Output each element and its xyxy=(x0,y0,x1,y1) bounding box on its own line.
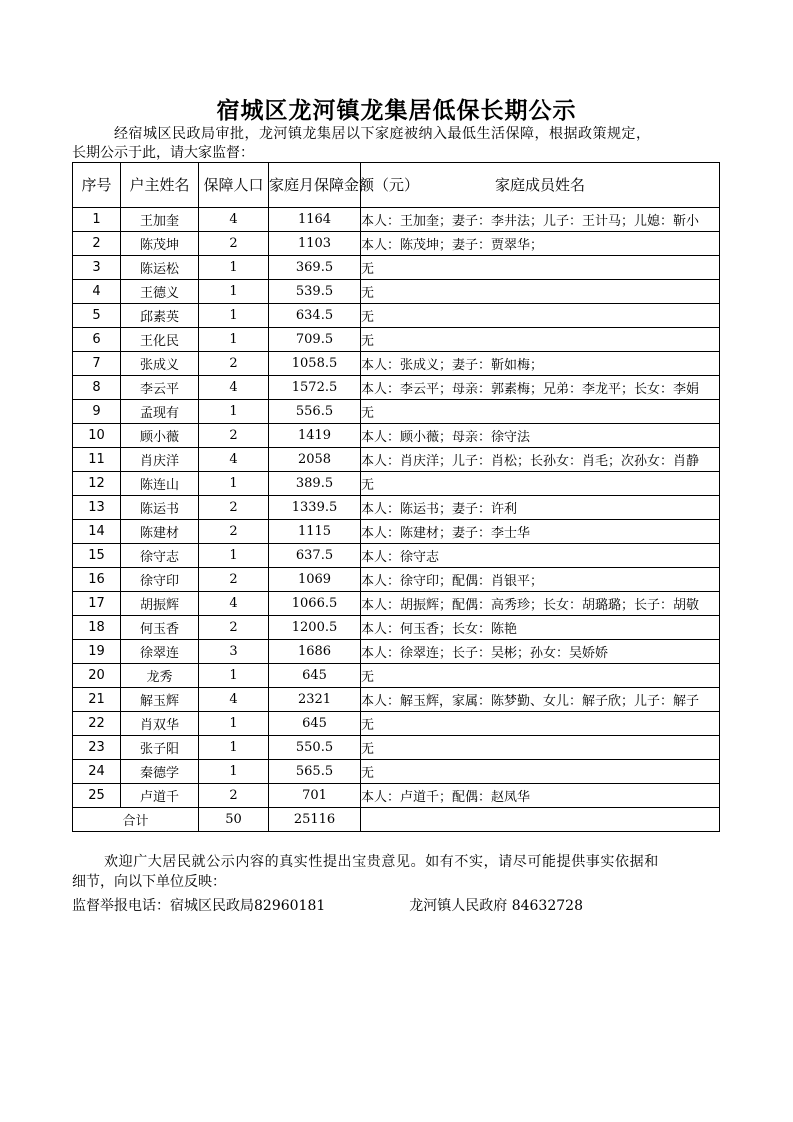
table-row xyxy=(73,256,720,280)
page-title: 宿城区龙河镇龙集居低保长期公示 xyxy=(216,97,577,124)
table-row xyxy=(73,400,720,424)
row-people: 4 xyxy=(199,688,269,712)
table-row xyxy=(73,328,720,352)
row-amount: 1572.5 xyxy=(269,376,361,400)
row-members: 本人：卢道千；配偶：赵凤华 xyxy=(361,784,720,808)
total-row xyxy=(73,808,720,832)
row-amount: 2058 xyxy=(269,448,361,472)
row-amount: 1115 xyxy=(269,520,361,544)
header-head-name: 户主姓名 xyxy=(121,163,199,208)
row-no: 23 xyxy=(73,736,121,760)
row-no: 25 xyxy=(73,784,121,808)
contact-civil-affairs: 宿城区民政局82960181 xyxy=(170,898,326,914)
row-no: 3 xyxy=(73,256,121,280)
row-no: 12 xyxy=(73,472,121,496)
row-head-name: 胡振辉 xyxy=(121,592,199,616)
row-members: 无 xyxy=(361,400,720,424)
row-no: 16 xyxy=(73,568,121,592)
row-amount: 1419 xyxy=(269,424,361,448)
total-amount: 25116 xyxy=(269,808,361,832)
row-amount: 1066.5 xyxy=(269,592,361,616)
row-members: 本人：陈运书；妻子：许利 xyxy=(361,496,720,520)
row-no: 10 xyxy=(73,424,121,448)
table-row xyxy=(73,448,720,472)
row-amount: 645 xyxy=(269,712,361,736)
row-amount: 1164 xyxy=(269,208,361,232)
row-members: 无 xyxy=(361,304,720,328)
table-row xyxy=(73,280,720,304)
table-row xyxy=(73,472,720,496)
recipient-table xyxy=(72,162,720,832)
footer-line-2: 细节，向以下单位反映： xyxy=(72,874,226,890)
row-head-name: 邱素英 xyxy=(121,304,199,328)
row-head-name: 陈茂坤 xyxy=(121,232,199,256)
row-amount: 1103 xyxy=(269,232,361,256)
row-no: 4 xyxy=(73,280,121,304)
row-people: 1 xyxy=(199,736,269,760)
intro-line-1: 经宿城区民政局审批，龙河镇龙集居以下家庭被纳入最低生活保障，根据政策规定， xyxy=(114,126,651,142)
row-head-name: 王化民 xyxy=(121,328,199,352)
table-row xyxy=(73,376,720,400)
row-no: 22 xyxy=(73,712,121,736)
row-people: 2 xyxy=(199,520,269,544)
row-people: 1 xyxy=(199,712,269,736)
row-people: 2 xyxy=(199,424,269,448)
row-head-name: 孟现有 xyxy=(121,400,199,424)
row-people: 4 xyxy=(199,208,269,232)
row-amount: 556.5 xyxy=(269,400,361,424)
table-row xyxy=(73,568,720,592)
row-no: 18 xyxy=(73,616,121,640)
row-head-name: 徐守印 xyxy=(121,568,199,592)
row-head-name: 秦德学 xyxy=(121,760,199,784)
row-head-name: 徐翠连 xyxy=(121,640,199,664)
row-people: 4 xyxy=(199,448,269,472)
row-people: 2 xyxy=(199,496,269,520)
row-amount: 634.5 xyxy=(269,304,361,328)
row-people: 2 xyxy=(199,784,269,808)
row-people: 2 xyxy=(199,616,269,640)
row-amount: 1339.5 xyxy=(269,496,361,520)
table-row xyxy=(73,640,720,664)
row-members: 无 xyxy=(361,736,720,760)
row-head-name: 何玉香 xyxy=(121,616,199,640)
row-no: 5 xyxy=(73,304,121,328)
row-head-name: 肖庆洋 xyxy=(121,448,199,472)
row-head-name: 李云平 xyxy=(121,376,199,400)
row-no: 9 xyxy=(73,400,121,424)
intro-line-2: 长期公示于此，请大家监督： xyxy=(72,145,254,161)
footer-contacts xyxy=(72,896,722,916)
row-no: 17 xyxy=(73,592,121,616)
row-no: 7 xyxy=(73,352,121,376)
table-row xyxy=(73,208,720,232)
row-head-name: 陈运松 xyxy=(121,256,199,280)
row-amount: 709.5 xyxy=(269,328,361,352)
row-head-name: 解玉辉 xyxy=(121,688,199,712)
row-head-name: 徐守志 xyxy=(121,544,199,568)
row-members: 无 xyxy=(361,280,720,304)
row-people: 4 xyxy=(199,376,269,400)
row-people: 1 xyxy=(199,544,269,568)
row-amount: 565.5 xyxy=(269,760,361,784)
row-members: 无 xyxy=(361,664,720,688)
row-members: 本人：王加奎；妻子：李井法；儿子：王计马；儿媳：靳小 xyxy=(361,208,720,232)
footer-line-1: 欢迎广大居民就公示内容的真实性提出宝贵意见。如有不实，请尽可能提供事实依据和 xyxy=(104,854,659,870)
row-no: 20 xyxy=(73,664,121,688)
row-no: 6 xyxy=(73,328,121,352)
row-amount: 1200.5 xyxy=(269,616,361,640)
row-head-name: 陈建材 xyxy=(121,520,199,544)
row-amount: 645 xyxy=(269,664,361,688)
row-no: 21 xyxy=(73,688,121,712)
table-row xyxy=(73,616,720,640)
row-head-name: 张成义 xyxy=(121,352,199,376)
row-people: 2 xyxy=(199,232,269,256)
row-no: 15 xyxy=(73,544,121,568)
total-members-empty xyxy=(361,808,720,832)
row-no: 24 xyxy=(73,760,121,784)
row-people: 2 xyxy=(199,568,269,592)
row-no: 19 xyxy=(73,640,121,664)
row-head-name: 顾小薇 xyxy=(121,424,199,448)
row-amount: 1686 xyxy=(269,640,361,664)
row-members: 本人：张成义；妻子：靳如梅； xyxy=(361,352,720,376)
table-row xyxy=(73,760,720,784)
row-no: 13 xyxy=(73,496,121,520)
row-people: 1 xyxy=(199,760,269,784)
row-members: 无 xyxy=(361,472,720,496)
row-members: 本人：陈茂坤；妻子：贾翠华； xyxy=(361,232,720,256)
table-row xyxy=(73,712,720,736)
row-head-name: 王德义 xyxy=(121,280,199,304)
table-row xyxy=(73,232,720,256)
row-head-name: 陈连山 xyxy=(121,472,199,496)
row-people: 1 xyxy=(199,472,269,496)
row-head-name: 卢道千 xyxy=(121,784,199,808)
row-people: 1 xyxy=(199,328,269,352)
table-row xyxy=(73,544,720,568)
header-no: 序号 xyxy=(73,163,121,208)
row-members: 本人：陈建材；妻子：李士华 xyxy=(361,520,720,544)
row-people: 2 xyxy=(199,352,269,376)
hotline-label: 监督举报电话： xyxy=(72,898,170,914)
row-no: 2 xyxy=(73,232,121,256)
row-amount: 1069 xyxy=(269,568,361,592)
row-members: 本人：解玉辉，家属：陈梦勤、女儿：解子欣；儿子：解子 xyxy=(361,688,720,712)
table-row xyxy=(73,688,720,712)
row-amount: 550.5 xyxy=(269,736,361,760)
row-amount: 2321 xyxy=(269,688,361,712)
row-amount: 701 xyxy=(269,784,361,808)
row-members: 无 xyxy=(361,328,720,352)
row-people: 4 xyxy=(199,592,269,616)
contact-town-government: 龙河镇人民政府 84632728 xyxy=(409,898,583,914)
row-members: 本人：徐守印；配偶：肖银平； xyxy=(361,568,720,592)
table-row xyxy=(73,736,720,760)
table-row xyxy=(73,664,720,688)
row-people: 1 xyxy=(199,280,269,304)
row-members: 本人：顾小薇；母亲：徐守法 xyxy=(361,424,720,448)
row-amount: 389.5 xyxy=(269,472,361,496)
table-header-row xyxy=(73,163,720,208)
table-row xyxy=(73,784,720,808)
table-row xyxy=(73,352,720,376)
row-head-name: 陈运书 xyxy=(121,496,199,520)
table-row xyxy=(73,424,720,448)
table-row xyxy=(73,496,720,520)
header-amount: 家庭月保障金额（元） xyxy=(269,163,361,208)
table-row xyxy=(73,520,720,544)
row-members: 无 xyxy=(361,760,720,784)
row-amount: 539.5 xyxy=(269,280,361,304)
row-amount: 369.5 xyxy=(269,256,361,280)
row-members: 本人：李云平；母亲：郭素梅；兄弟：李龙平；长女：李娟 xyxy=(361,376,720,400)
row-members: 本人：何玉香；长女：陈艳 xyxy=(361,616,720,640)
total-count: 50 xyxy=(199,808,269,832)
header-members: 家庭成员姓名 xyxy=(361,163,720,208)
row-no: 14 xyxy=(73,520,121,544)
row-people: 1 xyxy=(199,400,269,424)
row-people: 3 xyxy=(199,640,269,664)
row-members: 无 xyxy=(361,712,720,736)
row-head-name: 肖双华 xyxy=(121,712,199,736)
table-row xyxy=(73,592,720,616)
row-head-name: 王加奎 xyxy=(121,208,199,232)
row-members: 本人：徐守志 xyxy=(361,544,720,568)
row-members: 本人：胡振辉；配偶：高秀珍；长女：胡璐璐；长子：胡敬 xyxy=(361,592,720,616)
row-people: 1 xyxy=(199,664,269,688)
row-amount: 1058.5 xyxy=(269,352,361,376)
row-members: 本人：徐翠连；长子：吴彬；孙女：吴娇娇 xyxy=(361,640,720,664)
row-people: 1 xyxy=(199,304,269,328)
row-members: 无 xyxy=(361,256,720,280)
row-no: 11 xyxy=(73,448,121,472)
row-no: 1 xyxy=(73,208,121,232)
row-head-name: 张子阳 xyxy=(121,736,199,760)
total-label: 合计 xyxy=(73,808,199,832)
header-people: 保障人口 xyxy=(199,163,269,208)
row-no: 8 xyxy=(73,376,121,400)
row-amount: 637.5 xyxy=(269,544,361,568)
row-head-name: 龙秀 xyxy=(121,664,199,688)
row-people: 1 xyxy=(199,256,269,280)
table-row xyxy=(73,304,720,328)
row-members: 本人：肖庆洋；儿子：肖松；长孙女：肖毛；次孙女：肖静 xyxy=(361,448,720,472)
